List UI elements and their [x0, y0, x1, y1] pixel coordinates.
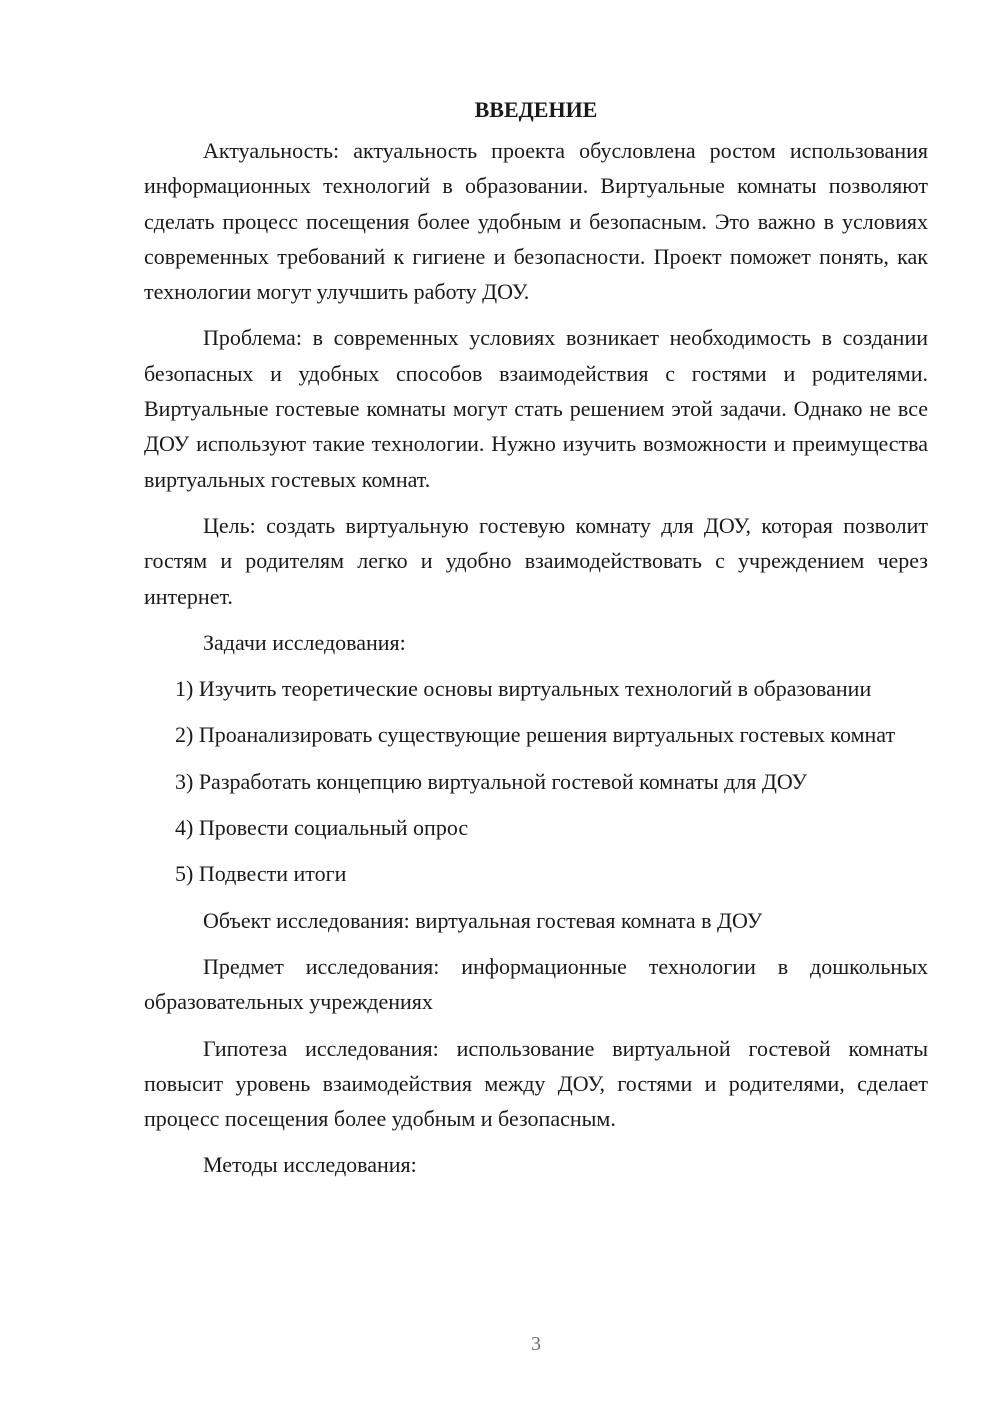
page-number: 3 [531, 1333, 541, 1355]
subject-paragraph: Предмет исследования: информационные технологии в дошкольных образовательных учреждениях [144, 953, 928, 1015]
object-paragraph: Объект исследования: виртуальная гостевая комната в ДОУ [203, 907, 763, 933]
problem-paragraph: Проблема: в современных условиях возникает необходимость в создании безопасных и удобных способов взаимодействия с гостями и родителями. Виртуальные гостевые комнаты могут стать решением этой задачи. Однако не все ДОУ используют такие технологии. Нужно изучить возможности и преимущества виртуальных гостевых комнат. [144, 325, 928, 492]
task-item-4: 4) Провести социальный опрос [175, 815, 469, 841]
methods-heading: Методы исследования: [203, 1152, 417, 1178]
tasks-heading: Задачи исследования: [203, 629, 406, 655]
page-content [144, 92, 928, 1194]
goal-paragraph: Цель: создать виртуальную гостевую комнату для ДОУ, которая позволит гостям и родителям легко и удобно взаимодействовать с учреждением через интернет. [144, 512, 928, 609]
task-item-5: 5) Подвести итоги [175, 861, 347, 887]
task-item-1: 1) Изучить теоретические основы виртуальных технологий в образовании [175, 676, 872, 702]
hypothesis-paragraph: Гипотеза исследования: использование виртуальной гостевой комнаты повысит уровень взаимодействия между ДОУ, гостями и родителями, сделает процесс посещения более удобным и безопасным. [144, 1035, 928, 1132]
task-item-3: 3) Разработать концепцию виртуальной гостевой комнаты для ДОУ [175, 768, 808, 794]
task-item-2: 2) Проанализировать существующие решения виртуальных гостевых комнат [175, 722, 896, 748]
section-title: ВВЕДЕНИЕ [474, 97, 598, 122]
relevance-paragraph: Актуальность: актуальность проекта обусловлена ростом использования информационных технологий в образовании. Виртуальные комнаты позволяют сделать процесс посещения более удобным и безопасным. Это важно в условиях современных требований к гигиене и безопасности. Проект поможет понять, как технологии могут улучшить работу ДОУ. [144, 138, 928, 305]
